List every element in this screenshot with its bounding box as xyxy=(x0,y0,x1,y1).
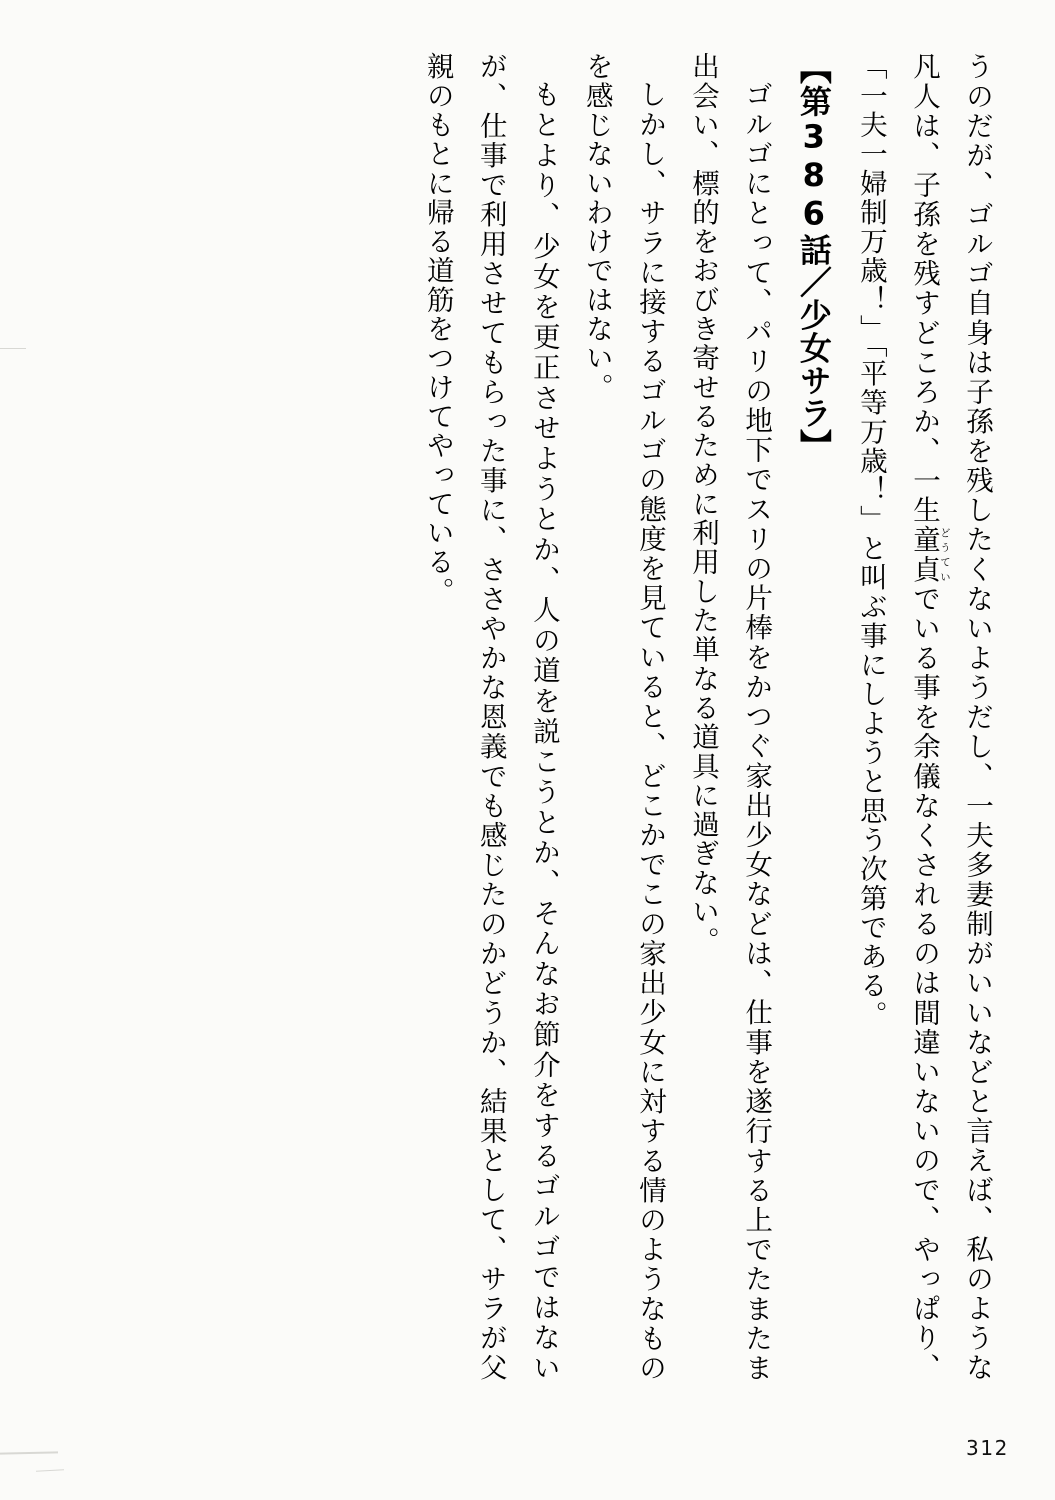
scan-artifact xyxy=(36,1469,64,1471)
ruby-doutei: 童貞どうてい xyxy=(907,525,950,585)
paragraph-body: もとより、少女を更正させようとか、人の道を説こうとか、そんなお節介をするゴルゴではないが、仕事で利用させてもらった事に、ささやかな恩義でも感じたのかどうか、結果として、サラが父親のもとに帰る道筋をつけてやっている。 xyxy=(421,52,560,1382)
scan-artifact xyxy=(0,348,26,349)
paragraph-body: ゴルゴにとって、パリの地下でスリの片棒をかつぐ家出少女などは、仕事を遂行する上でたまたま出会い、標的をおびき寄せるために利用した単なる道具に過ぎない。 xyxy=(687,52,773,1382)
vertical-text-body xyxy=(150,52,1003,1382)
chapter-heading: 【第386話／少女サラ】 xyxy=(794,52,833,462)
paragraph-continuation: うのだが、ゴルゴ自身は子孫を残したくないようだし、一夫多妻制がいいなどと言えば、私のような凡人は、子孫を残すどころか、一生童貞どうていでいる事を余儀なくされるのは間違いないので、やっぱり、「一夫一婦制万歳！」「平等万歳！」と叫ぶ事にしようと思う次第である。 xyxy=(854,52,993,1382)
page-number: 312 xyxy=(966,1436,1009,1460)
paragraph-body: しかし、サラに接するゴルゴの態度を見ていると、どこかでこの家出少女に対する情のようなものを感じないわけではない。 xyxy=(580,52,666,1382)
scan-artifact xyxy=(0,1451,58,1454)
